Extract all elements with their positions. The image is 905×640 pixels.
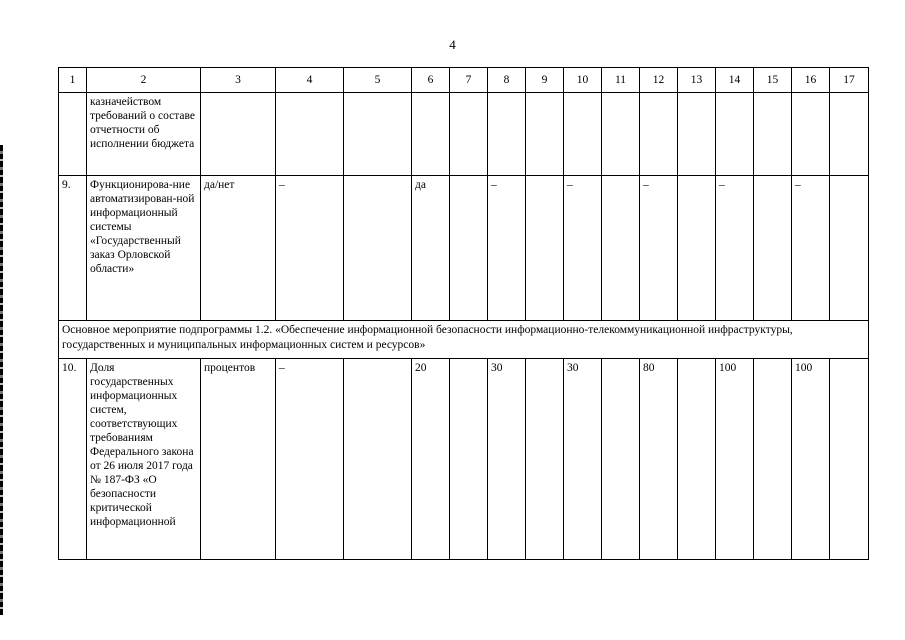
section-title: Основное мероприятие подпрограммы 1.2. «Обеспечение информационной безопасности информационно-телекоммуникационной инфраструктуры, государственных и муниципальных информационных систем и ресурсов» — [59, 321, 869, 359]
value-cell — [276, 93, 344, 176]
indicator-name: казначейством требований о составе отчетности об исполнении бюджета — [87, 93, 201, 176]
value-cell — [526, 359, 564, 560]
value-cell: – — [792, 176, 830, 321]
value-cell — [716, 93, 754, 176]
column-header: 5 — [344, 68, 412, 93]
value-cell: 30 — [488, 359, 526, 560]
value-cell: – — [564, 176, 602, 321]
page-number: 4 — [449, 37, 456, 52]
value-cell — [450, 176, 488, 321]
column-header: 12 — [640, 68, 678, 93]
column-header: 17 — [830, 68, 869, 93]
value-cell: – — [640, 176, 678, 321]
column-header: 15 — [754, 68, 792, 93]
column-header: 14 — [716, 68, 754, 93]
scan-edge-artifact — [0, 145, 3, 615]
value-cell — [564, 93, 602, 176]
value-cell: 30 — [564, 359, 602, 560]
value-cell: 100 — [716, 359, 754, 560]
indicator-table — [58, 67, 869, 560]
column-header: 9 — [526, 68, 564, 93]
column-header: 10 — [564, 68, 602, 93]
value-cell — [830, 176, 869, 321]
value-cell — [344, 176, 412, 321]
value-cell: – — [488, 176, 526, 321]
value-cell — [344, 93, 412, 176]
value-cell — [344, 359, 412, 560]
table-row — [59, 176, 869, 321]
value-cell: – — [716, 176, 754, 321]
column-header: 4 — [276, 68, 344, 93]
value-cell: да — [412, 176, 450, 321]
value-cell — [678, 93, 716, 176]
value-cell: 20 — [412, 359, 450, 560]
value-cell: – — [276, 176, 344, 321]
value-cell — [678, 359, 716, 560]
value-cell — [412, 93, 450, 176]
value-cell — [488, 93, 526, 176]
value-cell: 80 — [640, 359, 678, 560]
value-cell — [678, 176, 716, 321]
value-cell — [602, 176, 640, 321]
column-header: 2 — [87, 68, 201, 93]
table-header-row — [59, 68, 869, 93]
column-header: 16 — [792, 68, 830, 93]
value-cell — [602, 359, 640, 560]
column-header: 11 — [602, 68, 640, 93]
row-number: 10. — [59, 359, 87, 560]
value-cell — [526, 176, 564, 321]
value-cell — [830, 359, 869, 560]
row-number — [59, 93, 87, 176]
table-row — [59, 359, 869, 560]
value-cell — [754, 93, 792, 176]
unit-cell — [201, 93, 276, 176]
value-cell — [602, 93, 640, 176]
value-cell — [526, 93, 564, 176]
table-row — [59, 93, 869, 176]
value-cell — [640, 93, 678, 176]
column-header: 13 — [678, 68, 716, 93]
value-cell: 100 — [792, 359, 830, 560]
value-cell — [450, 93, 488, 176]
value-cell — [450, 359, 488, 560]
value-cell — [792, 93, 830, 176]
section-row — [59, 321, 869, 359]
value-cell — [754, 359, 792, 560]
value-cell — [754, 176, 792, 321]
unit-cell: да/нет — [201, 176, 276, 321]
column-header: 8 — [488, 68, 526, 93]
value-cell — [830, 93, 869, 176]
row-number: 9. — [59, 176, 87, 321]
indicator-name: Функционирова-ние автоматизирован-ной информационный системы «Государственный заказ Орловской области» — [87, 176, 201, 321]
column-header: 7 — [450, 68, 488, 93]
column-header: 3 — [201, 68, 276, 93]
column-header: 6 — [412, 68, 450, 93]
unit-cell: процентов — [201, 359, 276, 560]
value-cell: – — [276, 359, 344, 560]
column-header: 1 — [59, 68, 87, 93]
indicator-name: Доля государственных информационных систем, соответствующих требованиям Федерального закона от 26 июля 2017 года № 187-ФЗ «О безопасности критической информационной — [87, 359, 201, 560]
